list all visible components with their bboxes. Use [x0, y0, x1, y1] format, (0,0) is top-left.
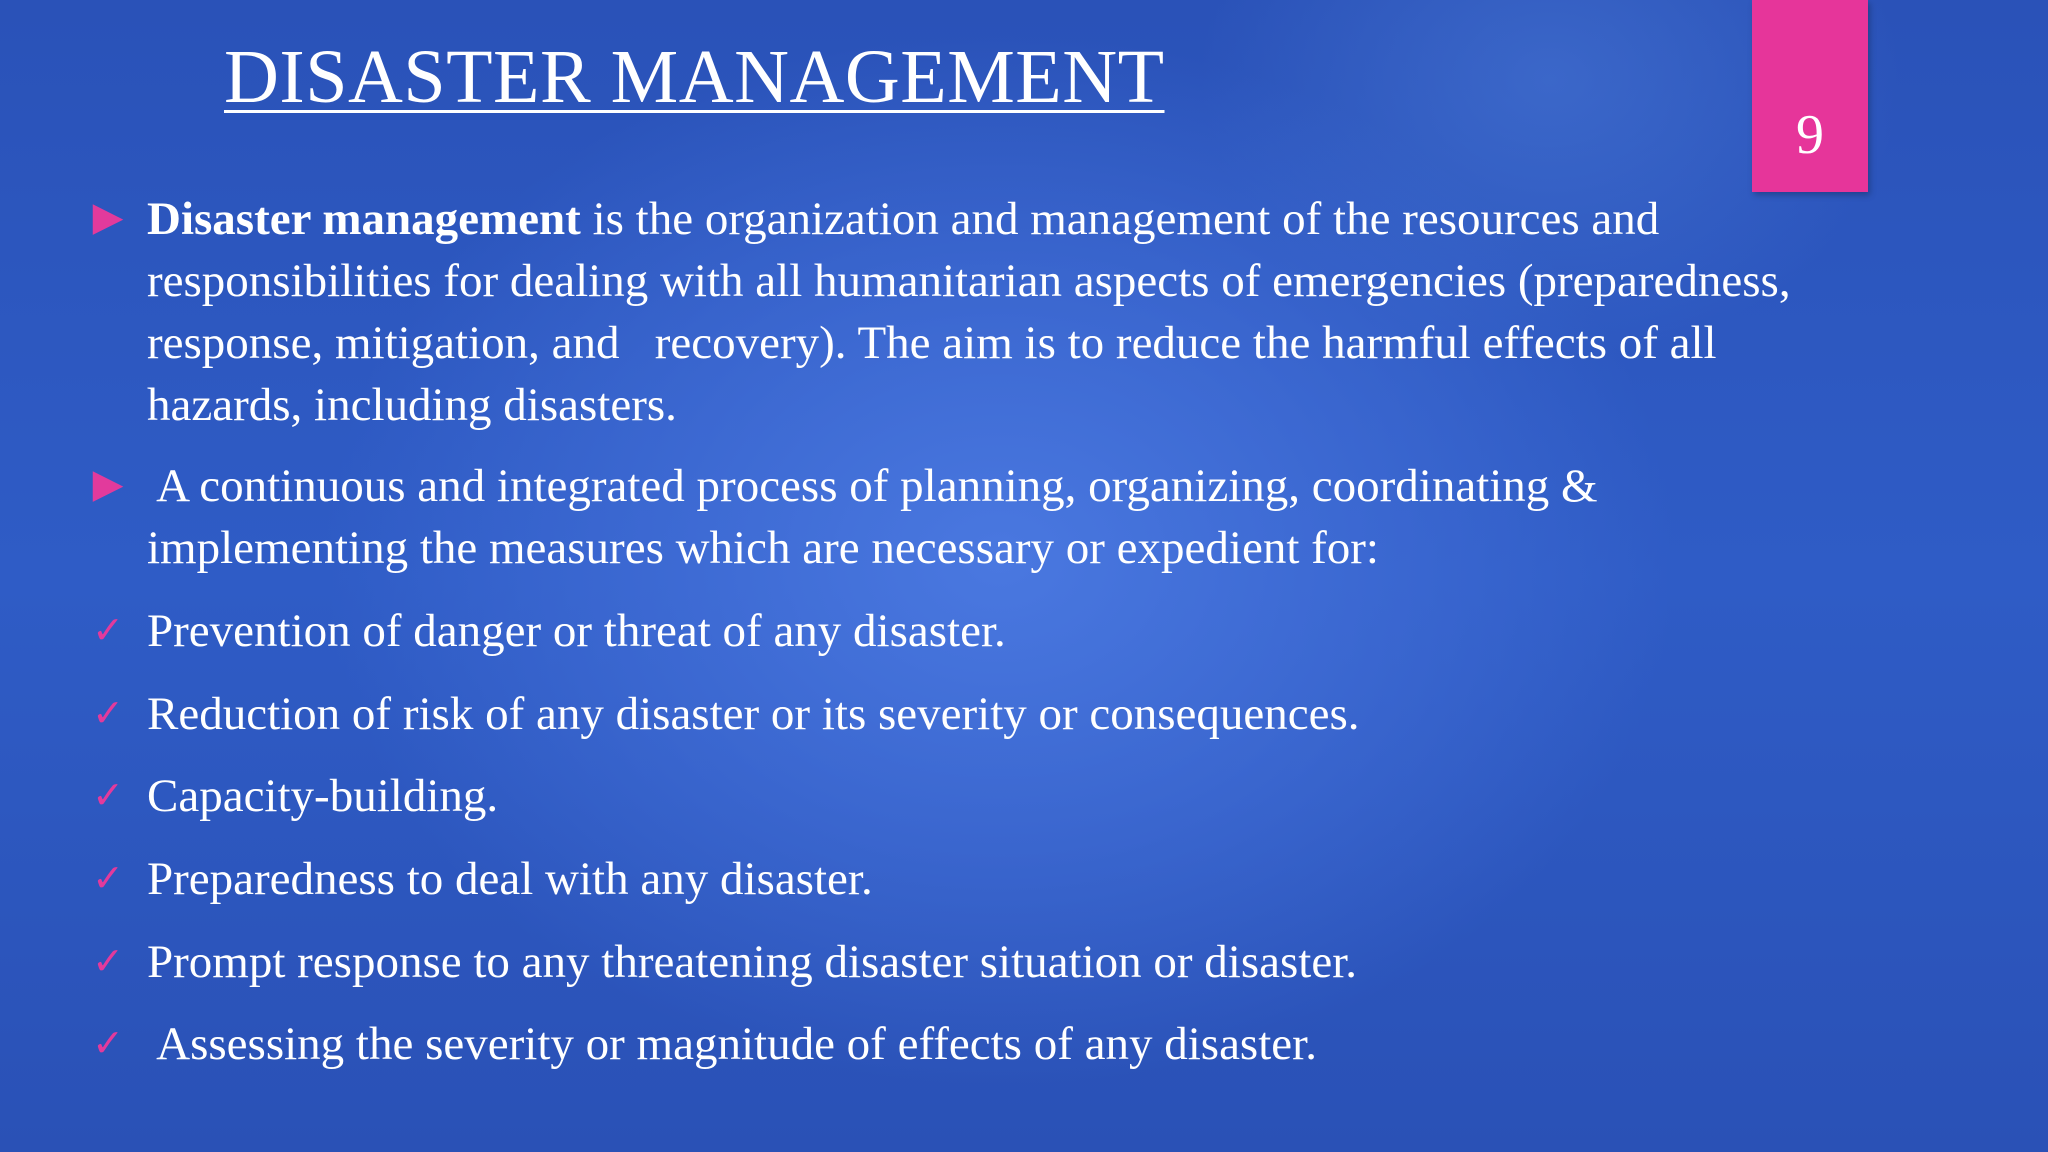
checklist-text: Assessing the severity or magnitude of effects of any disaster.: [147, 1018, 1317, 1070]
checkmark-icon: ✓: [92, 941, 124, 983]
bullet-line: A continuous and integrated process of planning, organizing, coordinating &: [147, 460, 1598, 512]
bullet-line: responsibilities for dealing with all humanitarian aspects of emergencies (preparedness,: [147, 255, 1791, 307]
checklist-text: Reduction of risk of any disaster or its severity or consequences.: [147, 688, 1360, 740]
slide-title: DISASTER MANAGEMENT: [224, 35, 1165, 119]
checklist-text: Prevention of danger or threat of any disaster.: [147, 605, 1006, 657]
bullet-bold-term: Disaster management: [147, 193, 581, 245]
checkmark-icon: ✓: [92, 775, 124, 817]
bullet-line: hazards, including disasters.: [147, 379, 677, 431]
checkmark-icon: ✓: [92, 693, 124, 735]
checkmark-icon: ✓: [92, 610, 124, 652]
checkmark-icon: ✓: [92, 858, 124, 900]
checkmark-icon: ✓: [92, 1023, 124, 1065]
page-number-badge: [1752, 0, 1868, 192]
checklist-text: Capacity-building.: [147, 770, 499, 822]
bullet-text: [147, 455, 1947, 579]
bullet-text: [147, 188, 1947, 436]
bullet-line: implementing the measures which are necessary or expedient for:: [147, 522, 1379, 574]
triangle-bullet-icon: ▶: [92, 194, 124, 239]
triangle-bullet-icon: ▶: [92, 461, 124, 506]
bullet-line: Disaster management is the organization and management of the resources and: [147, 193, 1660, 245]
bullet-line: response, mitigation, and recovery). The aim is to reduce the harmful effects of all: [147, 317, 1717, 369]
checklist-text: Preparedness to deal with any disaster.: [147, 853, 873, 905]
page-number: 9: [1796, 104, 1824, 166]
checklist-text: Prompt response to any threatening disaster situation or disaster.: [147, 936, 1358, 988]
